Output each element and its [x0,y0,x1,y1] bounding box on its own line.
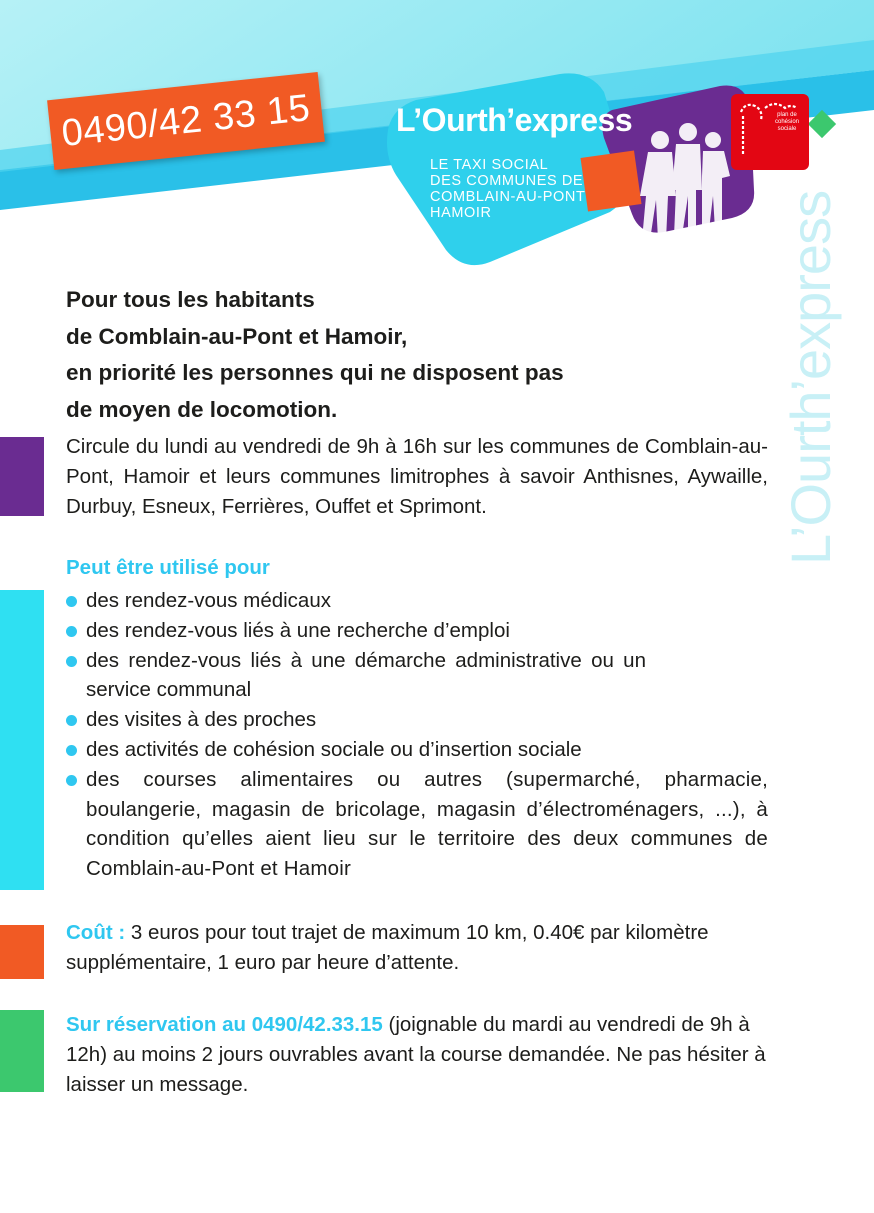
cost-paragraph [66,918,768,978]
bullet-icon [66,715,77,726]
brand-subtitle [430,157,630,221]
bullet-icon [66,775,77,786]
list-item-text: des courses alimentaires ou autres (supermarché, pharmacie, boulangerie, magasin de bricolage, magasin d’électroménagers, ...), à condition qu’elles aient lieu sur le territoire des deux communes de Comblain-au-Pont et Hamoir [86,767,768,881]
reservation-label[interactable]: Sur réservation au 0490/42.33.15 [66,1013,383,1036]
list-item-text: des rendez-vous liés à une recherche d’emploi [86,618,510,642]
lead-line: de moyen de locomotion. [66,396,338,422]
lead-text [66,282,706,428]
pcs-logo-text: plan de cohésion sociale [774,112,800,132]
reservation-paragraph [66,1010,768,1100]
side-bar-orange [0,925,44,979]
lead-line: Pour tous les habitants [66,287,315,312]
bullet-icon [66,745,77,756]
list-item-text: des rendez-vous liés à une démarche administrative ou un service communal [86,648,646,702]
list-item [66,586,768,616]
list-item [66,765,768,884]
bullet-icon [66,626,77,637]
brand-title: L’Ourth’express [396,102,633,138]
lead-line: en priorité les personnes qui ne disposent pas [66,360,564,385]
lead-line: de Comblain-au-Pont et Hamoir, [66,323,408,349]
list-item [66,735,768,765]
side-watermark: L’Ourth’express [779,190,842,565]
subtitle-line: COMBLAIN-AU-PONT [430,189,586,205]
list-item-text: des visites à des proches [86,708,317,732]
subtitle-line: LE TAXI SOCIAL [430,157,549,173]
phone-number: 0490/42 33 15 [59,86,313,155]
list-item [66,705,768,735]
list-item-text: des activités de cohésion sociale ou d’insertion sociale [86,737,582,761]
uses-list [66,586,768,884]
cost-text: 3 euros pour tout trajet de maximum 10 km, 0.40€ par kilomètre supplémentaire, 1 euro par heure d’attente. [66,921,709,974]
side-bar-green [0,1010,44,1092]
subtitle-line: DES COMMUNES DE [430,173,584,189]
cost-label: Coût : [66,921,126,944]
uses-title: Peut être utilisé pour [66,556,270,579]
side-bar-purple [0,437,44,516]
list-item [66,616,768,646]
header-banner [0,0,874,270]
plan-cohesion-sociale-logo [731,94,809,170]
reservation-text: (joignable du mardi au vendredi de 9h à 12h) au moins 2 jours ouvrables avant la course demandée. Ne pas hésiter à laisser un message. [66,1013,766,1096]
side-bar-cyan [0,590,44,890]
list-item [66,646,646,706]
list-item-text: des rendez-vous médicaux [86,589,331,612]
bullet-icon [66,656,77,667]
intro-paragraph: Circule du lundi au vendredi de 9h à 16h sur les communes de Comblain-au-Pont, Hamoir et leurs communes limitrophes à savoir Anthisnes, Aywaille, Durbuy, Esneux, Ferrières, Ouffet et Sprimont. [66,435,768,518]
subtitle-line: HAMOIR [430,205,492,221]
bullet-icon [66,596,77,607]
